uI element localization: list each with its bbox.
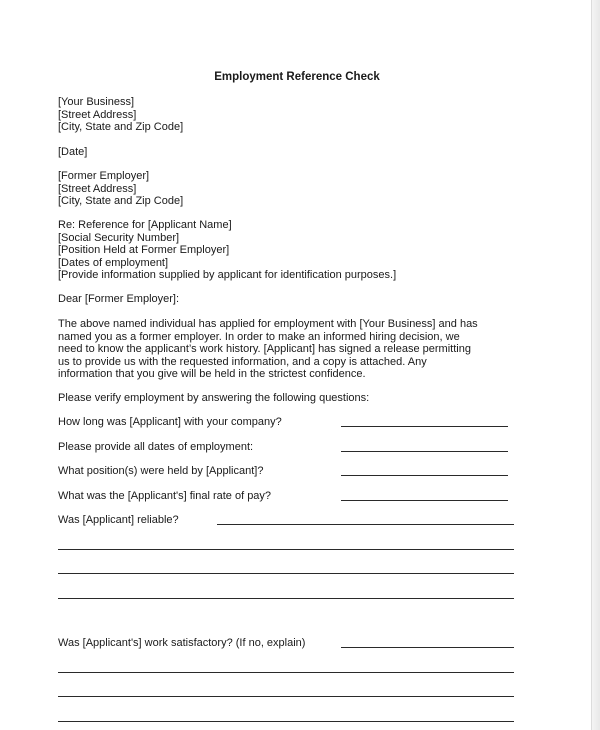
- answer-line-final-rate-of-pay[interactable]: [341, 500, 508, 501]
- question-final-rate-of-pay: What was the [Applicant's] final rate of pay?: [58, 490, 272, 502]
- answer-line-reliable[interactable]: [217, 524, 514, 525]
- letter-date: [Date]: [58, 146, 88, 158]
- question-positions-held: What position(s) were held by [Applicant]?: [58, 465, 264, 477]
- answer-line-reliable-extra[interactable]: [58, 598, 514, 599]
- recipient-city: [City, State and Zip Code]: [58, 195, 184, 207]
- answer-line-length-of-employment[interactable]: [341, 426, 508, 427]
- answer-line-reliable-extra[interactable]: [58, 549, 514, 550]
- answer-line-positions-held[interactable]: [341, 475, 508, 476]
- question-reliable: Was [Applicant] reliable?: [58, 514, 179, 526]
- answer-line-dates-of-employment[interactable]: [341, 451, 508, 452]
- answer-line-work-satisfactory-extra[interactable]: [58, 721, 514, 722]
- paragraph-line: named you as a former employer. In order to make an informed hiring decision, we: [58, 330, 460, 343]
- sender-city: [City, State and Zip Code]: [58, 121, 184, 133]
- question-work-satisfactory: Was [Applicant's] work satisfactory? (If no, explain): [58, 637, 306, 649]
- re-line-identification: [Provide information supplied by applicant for identification purposes.]: [58, 269, 397, 281]
- recipient-street: [Street Address]: [58, 182, 137, 195]
- answer-line-work-satisfactory[interactable]: [341, 647, 514, 648]
- answer-line-reliable-extra[interactable]: [58, 573, 514, 574]
- question-length-of-employment: How long was [Applicant] with your company?: [58, 416, 282, 428]
- re-line-dates: [Dates of employment]: [58, 256, 169, 269]
- salutation: Dear [Former Employer]:: [58, 293, 180, 305]
- paragraph-line: us to provide us with the requested information, and a copy is attached. Any: [58, 355, 427, 368]
- re-line-position: [Position Held at Former Employer]: [58, 244, 230, 256]
- answer-line-work-satisfactory-extra[interactable]: [58, 696, 514, 697]
- paragraph-line: need to know the applicant’s work history. [Applicant] has signed a release permitting: [58, 343, 471, 355]
- re-line-applicant: Re: Reference for [Applicant Name]: [58, 219, 232, 231]
- question-dates-of-employment: Please provide all dates of employment:: [58, 441, 254, 453]
- re-line-ssn: [Social Security Number]: [58, 231, 180, 244]
- page-edge-scrollbar[interactable]: [591, 0, 600, 730]
- paragraph-line: information that you give will be held in the strictest confidence.: [58, 368, 366, 380]
- sender-business: [Your Business]: [58, 96, 135, 108]
- document-title: Employment Reference Check: [214, 71, 380, 83]
- recipient-employer: [Former Employer]: [58, 170, 150, 182]
- questions-intro: Please verify employment by answering the following questions:: [58, 392, 370, 404]
- answer-line-work-satisfactory-extra[interactable]: [58, 672, 514, 673]
- paragraph-line: The above named individual has applied for employment with [Your Business] and has: [58, 318, 478, 330]
- sender-street: [Street Address]: [58, 108, 137, 121]
